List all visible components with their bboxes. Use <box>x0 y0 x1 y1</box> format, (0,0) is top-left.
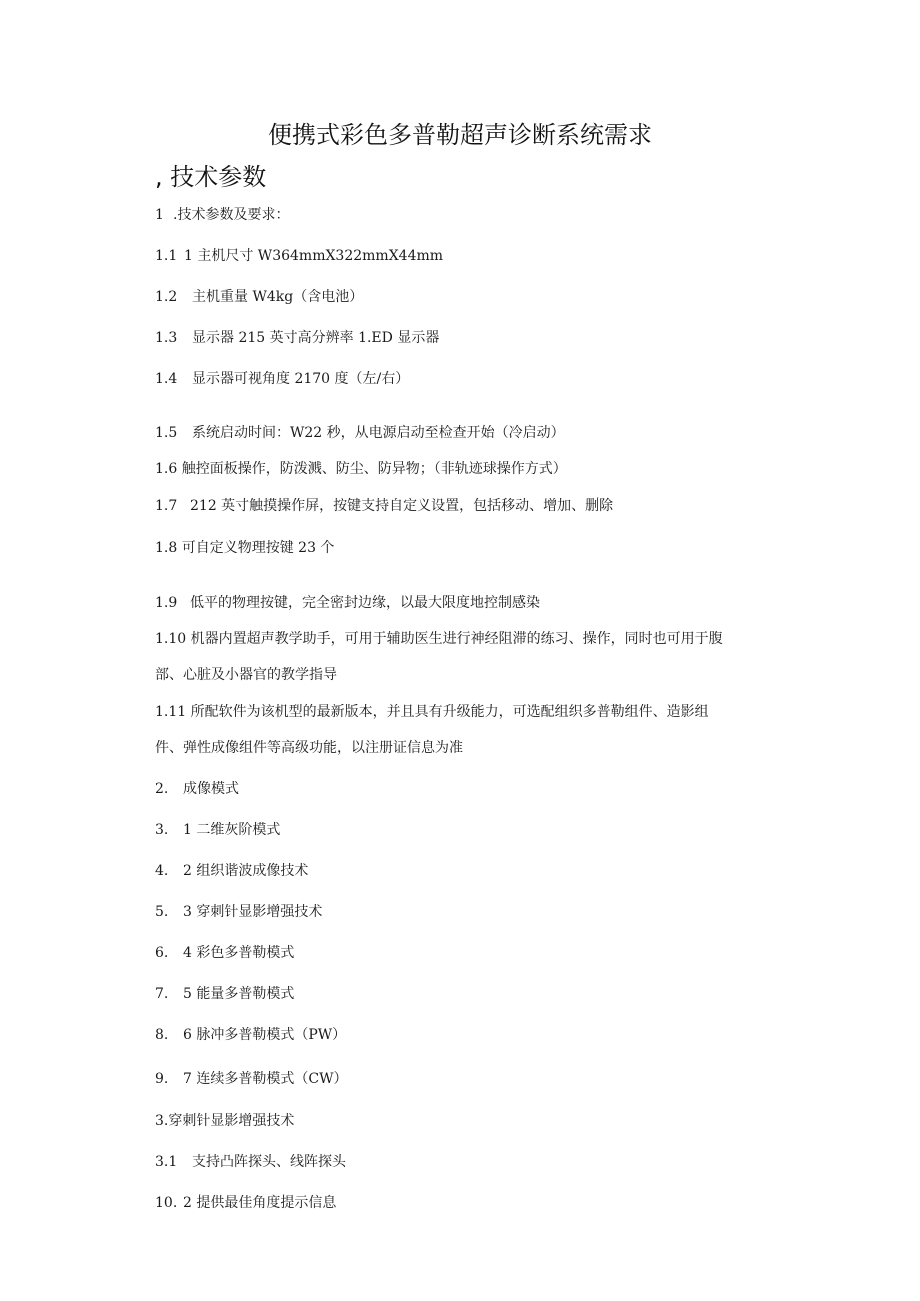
spec-line <box>155 628 785 650</box>
spec-line <box>155 592 785 614</box>
spec-line-text: 成像模式 <box>183 781 239 797</box>
spec-line-text: 低平的物理按键，完全密封边缘，以最大限度地控制感染 <box>190 595 540 611</box>
document-title: 便携式彩色多普勒超声诊断系统需求 <box>268 121 652 149</box>
spec-line-number: 1.5 <box>155 425 178 441</box>
spec-line <box>155 737 785 759</box>
spec-line <box>155 286 785 308</box>
spec-line <box>155 327 785 349</box>
spec-line <box>155 664 785 686</box>
spec-line-text: 部、心脏及小器官的教学指导 <box>155 667 337 683</box>
spec-line <box>155 1110 785 1132</box>
spec-line-number: 10. <box>155 1195 178 1211</box>
spec-line-text: 1 二维灰阶模式 <box>183 822 281 838</box>
spec-line-text: 7 连续多普勒模式（CW） <box>183 1071 348 1087</box>
spec-line <box>155 537 785 559</box>
spec-line-text: 212 英寸触摸操作屏，按键支持自定义设置，包括移动、增加、删除 <box>190 498 614 514</box>
spec-line-text: 支持凸阵探头、线阵探头 <box>192 1154 346 1170</box>
spec-line-text: 主机重量 W4kg（含电池） <box>192 289 364 305</box>
spec-line-text: 2 提供最佳角度提示信息 <box>183 1195 337 1211</box>
spec-line-text: 1 主机尺寸 W364mmX322mmX44mm <box>184 248 444 264</box>
spec-line <box>155 1024 785 1046</box>
spec-line-text: 6 脉冲多普勒模式（PW） <box>183 1027 347 1043</box>
spec-line <box>155 1068 785 1090</box>
section-heading: , 技术参数 <box>155 163 267 191</box>
spec-line-text: 3.穿刺针显影增强技术 <box>155 1113 295 1129</box>
spec-line <box>155 495 785 517</box>
spec-line <box>155 458 785 480</box>
spec-line-text: 4 彩色多普勒模式 <box>183 945 295 961</box>
spec-line <box>155 819 785 841</box>
spec-line-text: 系统启动时间：W22 秒，从电源启动至检查开始（冷启动） <box>192 425 565 441</box>
spec-line-text: 显示器可视角度 2170 度（左/右） <box>192 371 410 387</box>
spec-line-text: 2 组织谐波成像技术 <box>183 863 309 879</box>
spec-line-number: 1.4 <box>155 371 178 387</box>
spec-line-text: .技术参数及要求： <box>173 207 290 223</box>
spec-line <box>155 701 785 723</box>
spec-line-number: 7. <box>155 986 169 1002</box>
spec-line <box>155 778 785 800</box>
spec-line-number: 1 <box>155 207 164 223</box>
spec-line <box>155 942 785 964</box>
spec-line <box>155 422 785 444</box>
spec-line-number: 8. <box>155 1027 169 1043</box>
spec-line-number: 5. <box>155 904 169 920</box>
spec-line-number: 4. <box>155 863 169 879</box>
spec-line <box>155 983 785 1005</box>
spec-line-text: 1.10 机器内置超声教学助手，可用于辅助医生进行神经阻滞的练习、操作，同时也可用于腹 <box>155 631 723 647</box>
spec-line-number: 1.1 <box>155 248 178 264</box>
spec-line-number: 1.2 <box>155 289 178 305</box>
spec-line-number: 1.3 <box>155 330 178 346</box>
spec-line-number: 3. <box>155 822 169 838</box>
spec-line <box>155 901 785 923</box>
spec-line <box>155 245 785 267</box>
spec-line-text: 显示器 215 英寸高分辨率 1.ED 显示器 <box>192 330 440 346</box>
spec-line-text: 1.6 触控面板操作，防泼溅、防尘、防异物；（非轨迹球操作方式） <box>155 461 567 477</box>
spec-line-text: 1.8 可自定义物理按键 23 个 <box>155 540 335 556</box>
spec-line <box>155 1192 785 1214</box>
spec-line-number: 3.1 <box>155 1154 178 1170</box>
spec-line-number: 9. <box>155 1071 169 1087</box>
spec-line-number: 2. <box>155 781 169 797</box>
spec-line-text: 1.11 所配软件为该机型的最新版本，并且具有升级能力，可选配组织多普勒组件、造影组 <box>155 704 709 720</box>
spec-line-text: 5 能量多普勒模式 <box>183 986 295 1002</box>
spec-line-number: 1.9 <box>155 595 178 611</box>
spec-line <box>155 1151 785 1173</box>
spec-line <box>155 204 785 226</box>
spec-line-text: 3 穿刺针显影增强技术 <box>183 904 323 920</box>
spec-line <box>155 860 785 882</box>
spec-line-number: 1.7 <box>155 498 178 514</box>
spec-line-number: 6. <box>155 945 169 961</box>
spec-line <box>155 368 785 390</box>
spec-line-text: 件、弹性成像组件等高级功能，以注册证信息为准 <box>155 740 463 756</box>
